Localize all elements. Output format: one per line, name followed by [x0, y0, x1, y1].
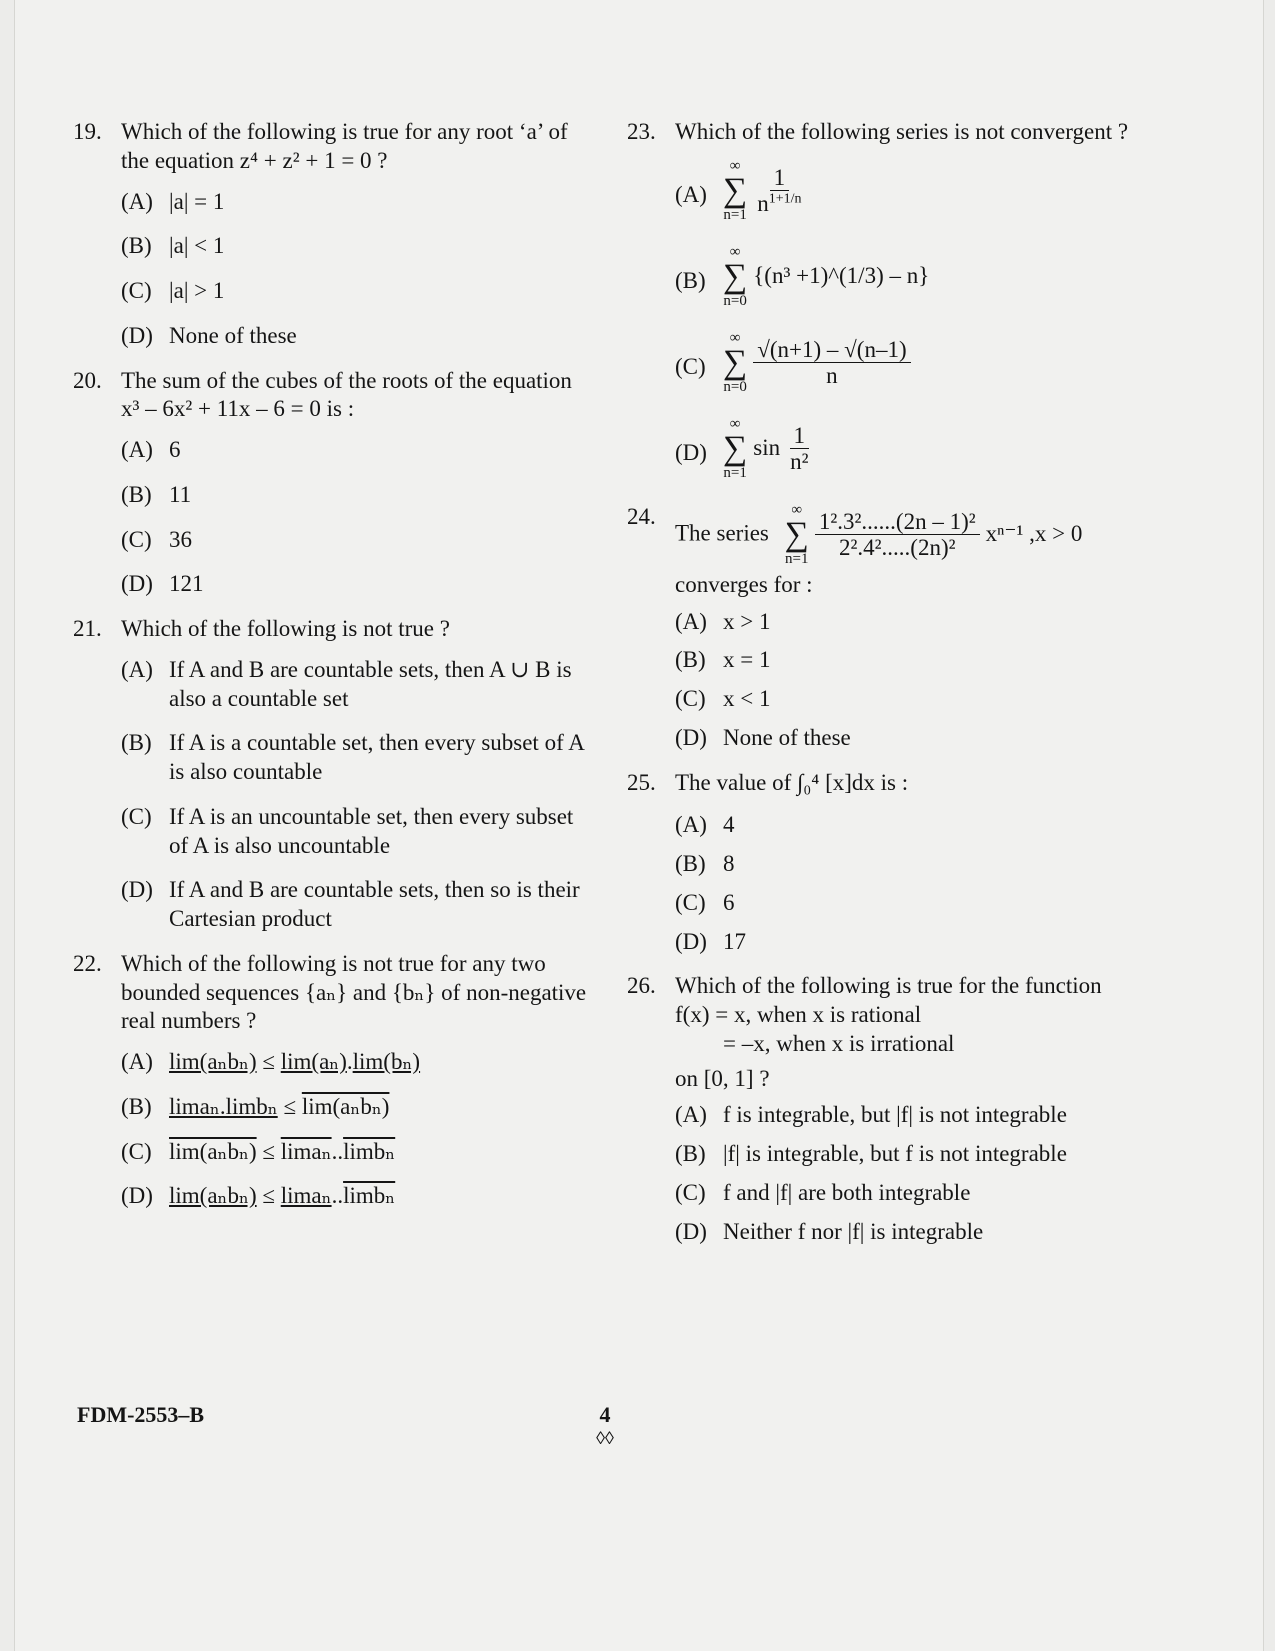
question-number: 21. — [73, 616, 102, 641]
option-b: (B) |a| < 1 — [121, 233, 225, 259]
option-b: (B) |f| is integrable, but f is not integrable — [675, 1141, 1067, 1166]
option-c: (C) |a| > 1 — [121, 278, 225, 303]
option-c: (C) If A is an uncountable set, then every subset of A is also uncountable — [121, 803, 574, 858]
option-a: (A) lim(aₙbₙ) ≤ lim(aₙ).lim(bₙ) — [121, 1049, 421, 1074]
option-d: (D) Neither f nor |f| is integrable — [675, 1218, 984, 1244]
integral-expression: ∫₀⁴ [x]dx — [796, 769, 875, 795]
question-26 — [627, 972, 1192, 1246]
function-def-line-1: f(x) = x, when x is rational — [675, 1002, 922, 1027]
option-d: (D) lim(aₙbₙ) ≤ limaₙ..limbₙ — [121, 1183, 396, 1209]
question-text: Which of the following is not true for any two bounded sequences {aₙ} and {bₙ} of non-negative real numbers ? — [121, 950, 587, 1034]
paper-code: FDM-2553–B — [77, 1402, 205, 1427]
fraction: $\frac{\text{1².3²......(2n – 1)²}}{\text{2².4².....(2n)²}}$ — [815, 509, 980, 561]
question-number: 22. — [73, 950, 102, 976]
question-24: 24. The series ∞ ∑ n=1 $\frac{\text{1².3²......(2n – 1)²}}{\text{2².4².....(2n)²}}$ xⁿ⁻¹ ,x > 0 converges for : (A) x > 1 (B) x = 1 (C) x < 1 (D) None of these — [627, 503, 1192, 753]
option-d: (D) 17 — [675, 928, 746, 954]
option-d: (D) If A and B are countable sets, then so is their Cartesian product — [121, 877, 580, 931]
option-a: (A) f is integrable, but |f| is not integrable — [675, 1102, 1067, 1128]
question-number: 24. — [627, 503, 656, 529]
question-number: 19. — [73, 119, 102, 144]
question-number: 25. — [627, 769, 656, 795]
question-text: The series — [675, 520, 769, 546]
question-number: 26. — [627, 973, 656, 999]
function-def-line-2: = –x, when x is irrational — [723, 1030, 955, 1056]
option-b: (B) ∞ ∑ n=0 {(n³ +1)^(1/3) – n} — [675, 243, 930, 309]
question-19 — [73, 118, 593, 351]
question-23 — [627, 118, 1192, 487]
question-25: 25. The value of ∫₀⁴ [x]dx is : (A) 4 (B) 8 (C) 6 (D) 17 — [627, 769, 1192, 957]
option-d: (D) None of these — [121, 322, 297, 348]
page-number: 4 — [599, 1402, 611, 1427]
question-text: Which of the following series is not convergent ? — [675, 119, 1129, 144]
question-text: The sum of the cubes of the roots of the equation x³ – 6x² + 11x – 6 = 0 is : — [121, 367, 572, 422]
left-column — [73, 118, 593, 1227]
exam-page — [14, 0, 1264, 1651]
option-a: (A) x > 1 — [675, 608, 771, 634]
option-a: (A) 4 — [675, 812, 735, 838]
question-text: Which of the following is true for the function — [675, 973, 1102, 999]
option-c: (C) ∞ ∑ n=0 $\frac{√(n+1) - √(n-1)}{n}$ — [675, 331, 1192, 401]
option-b: (B) If A is a countable set, then every subset of A is also countable — [121, 730, 584, 784]
question-22 — [73, 950, 593, 1211]
option-b: (B) 11 — [121, 481, 192, 507]
option-c: (C) 36 — [121, 526, 192, 552]
fraction: $\frac{√(n+1) - √(n-1)}{n}$ — [753, 337, 910, 389]
summation-symbol: ∞ ∑ n=0 — [723, 243, 748, 309]
question-text: Which of the following is true for any root ‘a’ of the equation z⁴ + z² + 1 = 0 ? — [121, 119, 568, 173]
option-d: (D) 121 — [121, 571, 204, 597]
option-d: (D) None of these — [675, 724, 851, 750]
option-b: (B) x = 1 — [675, 647, 771, 673]
function-domain: on [0, 1] ? — [675, 1065, 770, 1091]
option-c: (C) 6 — [675, 889, 735, 915]
option-a: (A) ∞ ∑ n=1 $\frac{1}{n^{1+1/n}}$ — [675, 159, 1192, 229]
question-text: Which of the following is not true ? — [121, 616, 450, 641]
option-c: (C) x < 1 — [675, 686, 771, 711]
summation-symbol: ∞ ∑ n=1 — [784, 501, 809, 567]
option-a: (A) |a| = 1 — [121, 188, 225, 214]
option-b: (B) limaₙ.limbₙ ≤ lim(aₙbₙ) — [121, 1093, 390, 1119]
summation-symbol: ∞ ∑ n=1 — [723, 157, 748, 223]
option-b: (B) 8 — [675, 851, 735, 876]
question-number: 23. — [627, 119, 656, 144]
option-c: (C) f and |f| are both integrable — [675, 1179, 971, 1205]
summation-symbol: ∞ ∑ n=0 — [723, 329, 748, 395]
option-c: (C) lim(aₙbₙ) ≤ limaₙ..limbₙ — [121, 1138, 396, 1164]
right-column — [627, 118, 1192, 1262]
question-21 — [73, 615, 593, 934]
question-number: 20. — [73, 367, 102, 393]
diamond-ornament-icon: ◊◊ — [596, 1428, 614, 1448]
option-a: (A) If A and B are countable sets, then A ∪ B is also a countable set — [121, 656, 572, 711]
fraction: $\frac{1}{n^{1+1/n}}$ — [757, 164, 802, 217]
fraction: $\frac{1}{\text{n²}}$ — [790, 422, 809, 475]
option-d: (D) ∞ ∑ n=1 sin $\frac{1}{\text{n²}}$ — [675, 417, 1192, 487]
question-text-cont: converges for : — [675, 571, 813, 597]
question-text: The value of — [675, 769, 792, 795]
question-20 — [73, 367, 593, 600]
summation-symbol: ∞ ∑ n=1 — [723, 415, 748, 481]
option-a: (A) 6 — [121, 437, 181, 462]
